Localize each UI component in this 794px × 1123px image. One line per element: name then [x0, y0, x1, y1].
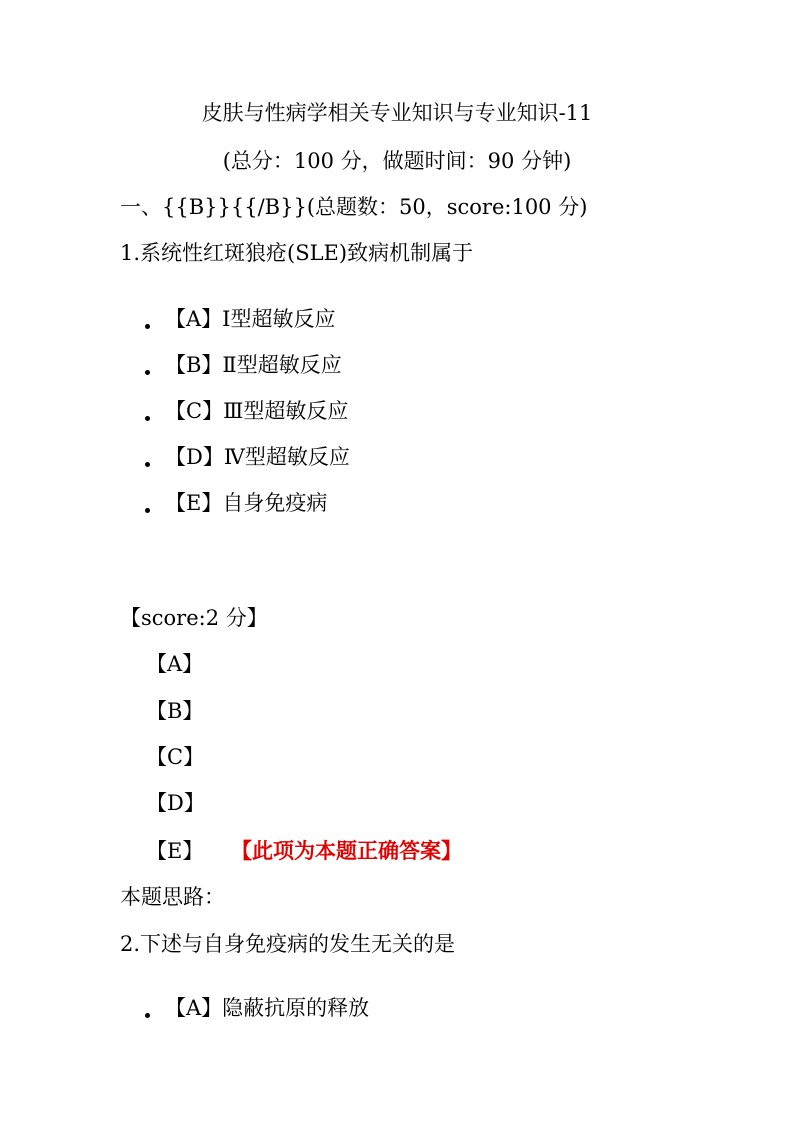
- bullet-icon: [145, 324, 150, 329]
- answer-d: 【D】: [146, 791, 205, 815]
- bullet-icon: [145, 370, 150, 375]
- option-label: 【E】自身免疫病: [165, 491, 328, 515]
- option-label: 【A】隐蔽抗原的释放: [165, 996, 370, 1020]
- answer-b: 【B】: [146, 699, 204, 723]
- answer-e: 【E】: [146, 839, 204, 863]
- section-header: 一、{{B}}{{/B}}(总题数：50，score:100 分): [120, 195, 588, 219]
- document-subtitle: (总分：100 分，做题时间：90 分钟): [222, 149, 572, 173]
- question-1-stem: 1.系统性红斑狼疮(SLE)致病机制属于: [120, 241, 474, 265]
- option-label: 【A】Ⅰ型超敏反应: [165, 307, 336, 331]
- option-label: 【D】Ⅳ型超敏反应: [165, 445, 350, 469]
- option-label: 【C】Ⅲ型超敏反应: [165, 399, 349, 423]
- bullet-icon: [145, 1013, 150, 1018]
- question-1-score: 【score:2 分】: [120, 606, 268, 630]
- bullet-icon: [145, 462, 150, 467]
- document-title: 皮肤与性病学相关专业知识与专业知识-11: [201, 101, 593, 125]
- answer-a: 【A】: [146, 652, 204, 676]
- explanation-label: 本题思路：: [120, 885, 225, 909]
- question-2-stem: 2.下述与自身免疫病的发生无关的是: [120, 932, 456, 956]
- bullet-icon: [145, 508, 150, 513]
- correct-answer-mark: 【此项为本题正确答案】: [231, 838, 462, 863]
- answer-c: 【C】: [146, 745, 205, 769]
- bullet-icon: [145, 416, 150, 421]
- option-label: 【B】Ⅱ型超敏反应: [165, 353, 342, 377]
